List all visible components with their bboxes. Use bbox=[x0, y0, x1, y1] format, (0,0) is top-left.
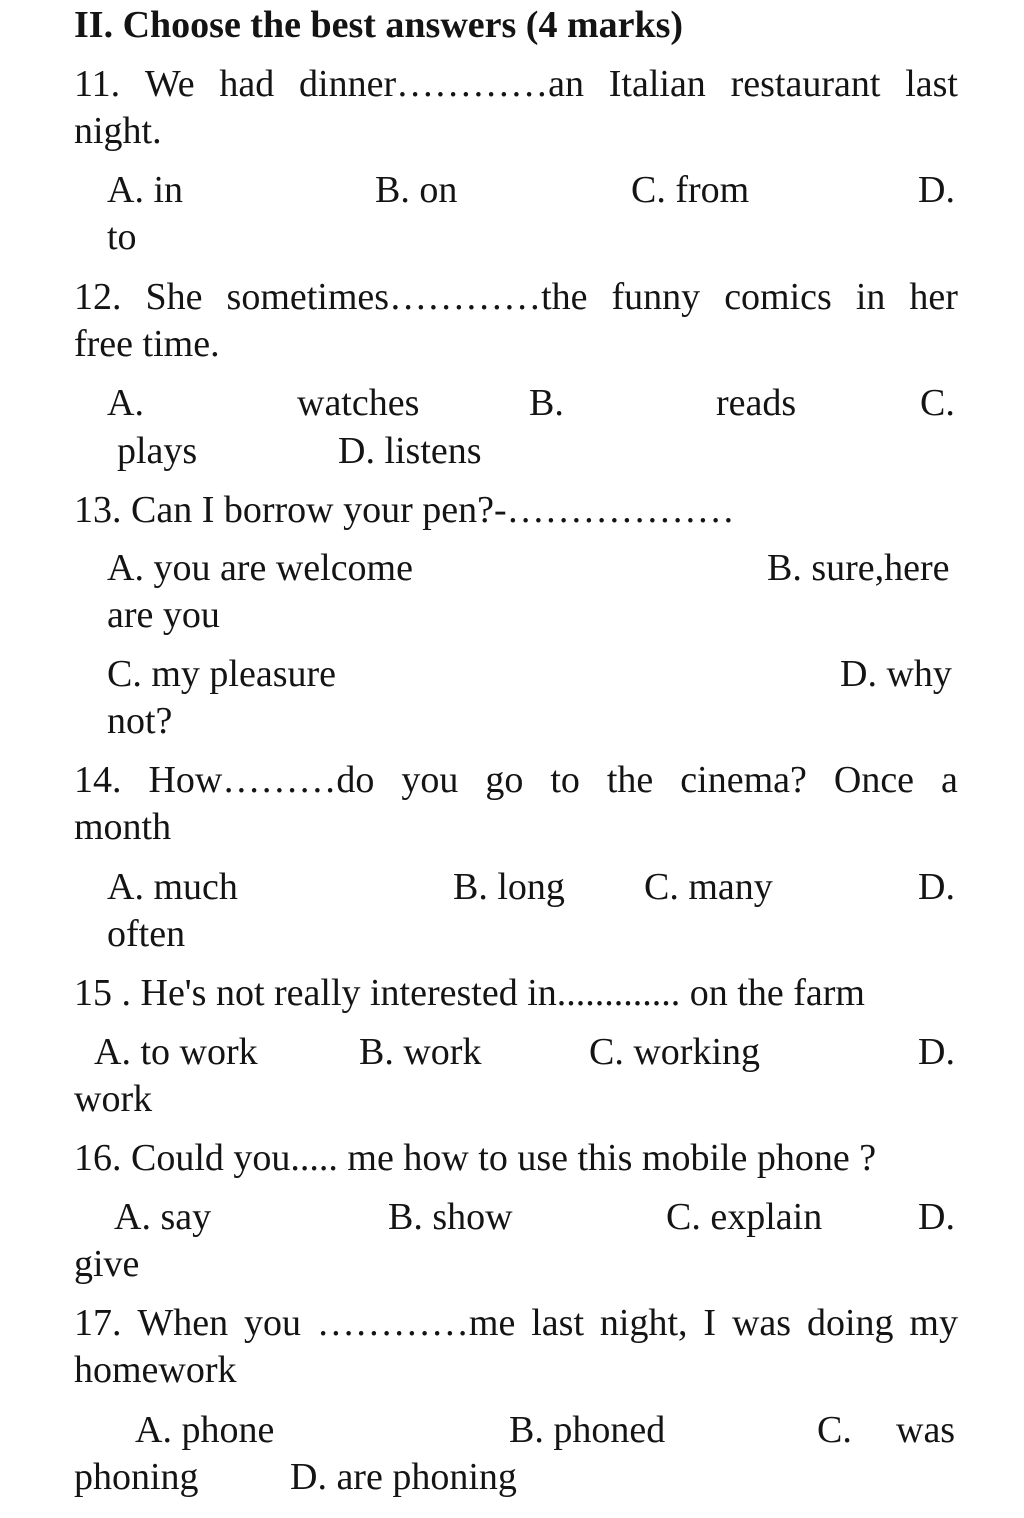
q16-option-d[interactable]: D. bbox=[918, 1196, 955, 1238]
word: I bbox=[703, 1302, 717, 1344]
q12-option-c-text[interactable]: plays bbox=[117, 430, 198, 472]
word: 17. bbox=[74, 1302, 122, 1344]
q13-option-d-text[interactable]: not? bbox=[107, 700, 173, 742]
question-16-text: 16. Could you..... me how to use this mobile phone ? bbox=[74, 1137, 877, 1179]
word: you bbox=[244, 1302, 302, 1344]
q16-option-d-text[interactable]: give bbox=[74, 1243, 140, 1285]
word: She bbox=[145, 276, 203, 318]
word: doing bbox=[806, 1302, 894, 1344]
question-17-text bbox=[74, 1300, 958, 1346]
question-11-text-cont: night. bbox=[74, 110, 162, 152]
q15-option-d[interactable]: D. bbox=[918, 1031, 955, 1073]
word: 12. bbox=[74, 276, 122, 318]
q13-option-b[interactable]: B. sure,here bbox=[767, 547, 950, 589]
q14-option-c[interactable]: C. many bbox=[644, 866, 773, 908]
q11-option-d[interactable]: D. bbox=[918, 169, 955, 211]
q16-option-a[interactable]: A. say bbox=[114, 1196, 212, 1238]
word: in bbox=[855, 276, 886, 318]
q11-option-c[interactable]: C. from bbox=[631, 169, 750, 211]
section-heading: II. Choose the best answers (4 marks) bbox=[74, 4, 684, 46]
q17-option-d[interactable]: D. are phoning bbox=[290, 1456, 517, 1498]
word: …………me bbox=[316, 1302, 516, 1344]
question-11-text bbox=[74, 61, 958, 107]
word: How………do bbox=[148, 759, 375, 801]
q12-option-b[interactable]: B. bbox=[529, 382, 564, 424]
question-12-text-cont: free time. bbox=[74, 323, 220, 365]
q14-option-d-text[interactable]: often bbox=[107, 913, 186, 955]
q17-option-c-text-cont[interactable]: phoning bbox=[74, 1456, 199, 1498]
question-14-text bbox=[74, 757, 958, 803]
word: you bbox=[401, 759, 459, 801]
q13-option-b-text[interactable]: are you bbox=[107, 594, 220, 636]
word: a bbox=[941, 759, 958, 801]
word: last bbox=[531, 1302, 585, 1344]
word: to bbox=[550, 759, 580, 801]
q12-option-a[interactable]: A. bbox=[107, 382, 144, 424]
word: go bbox=[485, 759, 524, 801]
word: When bbox=[137, 1302, 229, 1344]
q12-option-c[interactable]: C. bbox=[920, 382, 955, 424]
word: sometimes…………the bbox=[226, 276, 588, 318]
word: We bbox=[144, 63, 195, 105]
q14-option-b[interactable]: B. long bbox=[453, 866, 565, 908]
word: was bbox=[731, 1302, 792, 1344]
question-13-text: 13. Can I borrow your pen?-……………… bbox=[74, 489, 735, 531]
word: cinema? bbox=[680, 759, 807, 801]
question-17-text-cont: homework bbox=[74, 1349, 237, 1391]
word: dinner…………an bbox=[299, 63, 584, 105]
q14-option-d[interactable]: D. bbox=[918, 866, 955, 908]
q15-option-d-text[interactable]: work bbox=[74, 1078, 153, 1120]
q12-option-d[interactable]: D. listens bbox=[338, 430, 482, 472]
q12-option-a-text[interactable]: watches bbox=[297, 382, 420, 424]
word: last bbox=[905, 63, 958, 105]
q17-option-c-text[interactable]: was bbox=[896, 1409, 956, 1451]
word: night, bbox=[599, 1302, 688, 1344]
word: funny bbox=[611, 276, 701, 318]
q14-option-a[interactable]: A. much bbox=[107, 866, 238, 908]
q17-option-a[interactable]: A. phone bbox=[135, 1409, 275, 1451]
q17-option-c[interactable]: C. bbox=[817, 1409, 852, 1451]
word: restaurant bbox=[730, 63, 881, 105]
q13-option-c[interactable]: C. my pleasure bbox=[107, 653, 337, 695]
question-14-text-cont: month bbox=[74, 806, 172, 848]
word: comics bbox=[724, 276, 832, 318]
word: had bbox=[219, 63, 275, 105]
q16-option-c[interactable]: C. explain bbox=[666, 1196, 823, 1238]
word: her bbox=[909, 276, 958, 318]
question-15-text: 15 . He's not really interested in............. on the farm bbox=[74, 972, 865, 1014]
q13-option-a[interactable]: A. you are welcome bbox=[107, 547, 413, 589]
word: my bbox=[909, 1302, 958, 1344]
q16-option-b[interactable]: B. show bbox=[388, 1196, 513, 1238]
q11-option-a[interactable]: A. in bbox=[107, 169, 183, 211]
q11-option-b[interactable]: B. on bbox=[375, 169, 458, 211]
q17-option-b[interactable]: B. phoned bbox=[509, 1409, 666, 1451]
q15-option-a[interactable]: A. to work bbox=[94, 1031, 258, 1073]
q12-option-b-text[interactable]: reads bbox=[716, 382, 797, 424]
q15-option-c[interactable]: C. working bbox=[589, 1031, 760, 1073]
word: the bbox=[606, 759, 654, 801]
question-12-text bbox=[74, 274, 958, 320]
q11-option-d-text[interactable]: to bbox=[107, 216, 137, 258]
q13-option-d[interactable]: D. why bbox=[840, 653, 952, 695]
q15-option-b[interactable]: B. work bbox=[359, 1031, 482, 1073]
word: Once bbox=[833, 759, 915, 801]
word: 14. bbox=[74, 759, 122, 801]
word: 11. bbox=[74, 63, 121, 105]
word: Italian bbox=[608, 63, 706, 105]
